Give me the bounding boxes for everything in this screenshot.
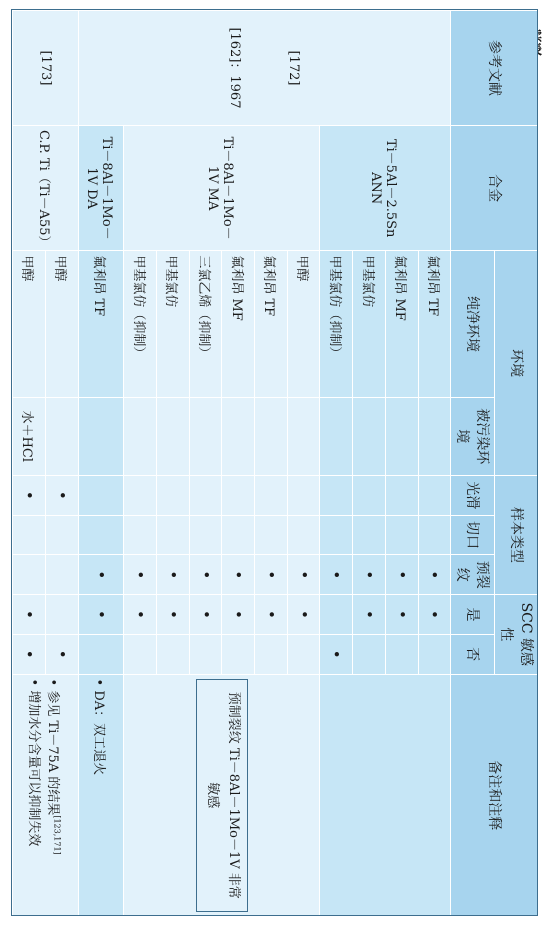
env-clean: 甲基氯仿（抑制） — [320, 251, 353, 397]
precrack-mark: • — [385, 555, 418, 595]
smooth-mark — [78, 475, 124, 515]
scc-yes-mark: • — [157, 595, 190, 635]
env-clean: 三氯乙烯（抑制） — [189, 251, 222, 397]
header-notch: 切口 — [451, 515, 495, 555]
notch-mark — [189, 515, 222, 555]
header-alloy: 合金 — [451, 125, 538, 250]
precrack-mark — [13, 555, 46, 595]
scc-yes-mark — [45, 595, 78, 635]
notch-mark — [418, 515, 451, 555]
precrack-mark — [45, 555, 78, 595]
smooth-mark — [255, 475, 288, 515]
smooth-mark — [320, 475, 353, 515]
header-env-contam: 被污染环境 — [451, 397, 495, 475]
env-clean: 氟利昂 MF — [222, 251, 255, 397]
env-clean: 甲基氯仿 — [157, 251, 190, 397]
alloy-ti-8al-ma: Ti－8Al－1Mo－1V MA — [124, 125, 320, 250]
scc-no-mark — [222, 634, 255, 674]
env-contam — [222, 397, 255, 475]
precrack-mark: • — [287, 555, 320, 595]
scc-no-mark — [124, 634, 157, 674]
env-contam — [189, 397, 222, 475]
scc-no-mark — [385, 634, 418, 674]
env-contam — [287, 397, 320, 475]
env-contam: 水＋HCl — [13, 397, 46, 475]
smooth-mark — [287, 475, 320, 515]
env-clean: 甲醇 — [13, 251, 46, 397]
header-yes: 是 — [451, 595, 495, 635]
note-da: • DA：双工退火 — [78, 674, 124, 916]
scc-table — [12, 10, 538, 916]
precrack-mark: • — [157, 555, 190, 595]
precrack-mark: • — [418, 555, 451, 595]
header-precrack: 预裂纹 — [451, 555, 495, 595]
scc-no-mark — [287, 634, 320, 674]
smooth-mark: • — [45, 475, 78, 515]
header-env: 环境 — [495, 251, 538, 476]
env-contam — [255, 397, 288, 475]
env-contam — [418, 397, 451, 475]
smooth-mark — [385, 475, 418, 515]
scc-no-mark: • — [45, 634, 78, 674]
notes-ma — [124, 674, 320, 916]
alloy-ti-8al-da: Ti－8Al－1Mo－1V DA — [78, 125, 124, 250]
smooth-mark — [222, 475, 255, 515]
env-contam — [353, 397, 386, 475]
smooth-mark — [353, 475, 386, 515]
notch-mark — [385, 515, 418, 555]
precrack-mark: • — [320, 555, 353, 595]
smooth-mark: • — [13, 475, 46, 515]
env-clean: 甲基氯仿（抑制） — [124, 251, 157, 397]
header-smooth: 光滑 — [451, 475, 495, 515]
env-contam — [124, 397, 157, 475]
note-173-b: • 增加水分含量可以抑制失效 — [26, 678, 42, 847]
ref-172: [172] — [286, 50, 302, 86]
header-env-clean: 纯净环境 — [451, 251, 495, 397]
scc-no-mark — [353, 634, 386, 674]
env-contam — [157, 397, 190, 475]
precrack-mark: • — [189, 555, 222, 595]
precrack-mark: • — [255, 555, 288, 595]
precrack-mark: • — [124, 555, 157, 595]
precrack-mark: • — [353, 555, 386, 595]
alloy-ti-5al: Ti－5Al－2.5Sn ANN — [320, 125, 451, 250]
notch-mark — [353, 515, 386, 555]
alloy-cp-ti: C.P. Ti（Ti－A55） — [13, 125, 79, 250]
notch-mark — [13, 515, 46, 555]
notch-mark — [320, 515, 353, 555]
notch-mark — [78, 515, 124, 555]
scc-yes-mark — [320, 595, 353, 635]
header-ref: 参考文献 — [451, 11, 538, 126]
env-contam — [78, 397, 124, 475]
env-clean: 氟利昂 TF — [78, 251, 124, 397]
notch-mark — [255, 515, 288, 555]
note-box-ma: 预制裂纹 Ti－8Al－1Mo－1V 非常敏感 — [196, 679, 248, 912]
notch-mark — [157, 515, 190, 555]
scc-yes-mark: • — [124, 595, 157, 635]
header-no: 否 — [451, 634, 495, 674]
scc-yes-mark: • — [255, 595, 288, 635]
scc-yes-mark: • — [13, 595, 46, 635]
env-clean: 氟利昂 MF — [385, 251, 418, 397]
note-173-a: • 参见 Ti－75A 的结果[123,171] — [45, 678, 62, 855]
smooth-mark — [124, 475, 157, 515]
env-clean: 氟利昂 TF — [255, 251, 288, 397]
env-clean: 甲基氯仿 — [353, 251, 386, 397]
scc-no-mark — [255, 634, 288, 674]
header-scc: SCC 敏感性 — [495, 595, 538, 674]
env-clean: 甲醇 — [287, 251, 320, 397]
scc-yes-mark: • — [385, 595, 418, 635]
precrack-mark: • — [78, 555, 124, 595]
ref-162: [162]：1967 — [227, 27, 243, 109]
env-contam — [320, 397, 353, 475]
scc-yes-mark: • — [222, 595, 255, 635]
notch-mark — [287, 515, 320, 555]
notch-mark — [222, 515, 255, 555]
scc-no-mark: • — [320, 634, 353, 674]
smooth-mark — [189, 475, 222, 515]
scc-no-mark — [189, 634, 222, 674]
scc-yes-mark: • — [78, 595, 124, 635]
scc-yes-mark: • — [189, 595, 222, 635]
scc-yes-mark: • — [418, 595, 451, 635]
ref-173: [173] — [13, 11, 79, 126]
ref-cell-162 — [78, 11, 451, 126]
smooth-mark — [418, 475, 451, 515]
scc-no-mark — [418, 634, 451, 674]
header-sample: 样本类型 — [495, 475, 538, 594]
smooth-mark — [157, 475, 190, 515]
precrack-mark: • — [222, 555, 255, 595]
header-notes: 备注和注释 — [451, 674, 538, 916]
scc-no-mark — [157, 634, 190, 674]
scc-no-mark — [78, 634, 124, 674]
notes-empty — [320, 674, 451, 916]
scc-yes-mark: • — [287, 595, 320, 635]
scc-no-mark: • — [13, 634, 46, 674]
env-contam — [385, 397, 418, 475]
scc-yes-mark: • — [353, 595, 386, 635]
notch-mark — [124, 515, 157, 555]
env-clean: 甲醇 — [45, 251, 78, 397]
table-frame — [11, 9, 538, 916]
env-clean: 氟利昂 TF — [418, 251, 451, 397]
notch-mark — [45, 515, 78, 555]
env-contam — [45, 397, 78, 475]
notes-173 — [13, 674, 79, 916]
